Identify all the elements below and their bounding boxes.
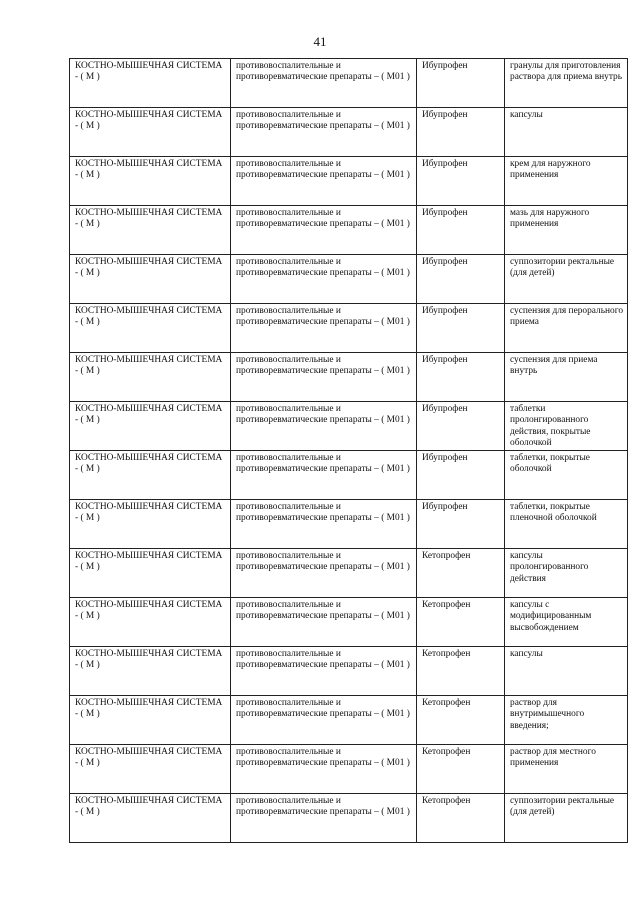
drug-name-cell: Ибупрофен	[417, 59, 505, 108]
dosage-form-cell: таблетки, покрытые оболочкой	[505, 451, 628, 500]
drug-name-cell: Ибупрофен	[417, 353, 505, 402]
pharmacological-group-cell: противовоспалительные и противоревматические препараты – ( М01 )	[231, 402, 417, 451]
drug-name-cell: Кетопрофен	[417, 696, 505, 745]
anatomical-group-cell: КОСТНО-МЫШЕЧНАЯ СИСТЕМА - ( М )	[70, 696, 231, 745]
table-row	[70, 500, 628, 549]
drug-name-cell: Ибупрофен	[417, 500, 505, 549]
table-row	[70, 255, 628, 304]
table-row	[70, 206, 628, 255]
pharmacological-group-cell: противовоспалительные и противоревматические препараты – ( М01 )	[231, 598, 417, 647]
table-row	[70, 108, 628, 157]
table-row	[70, 794, 628, 843]
dosage-form-cell: гранулы для приготовления раствора для приема внутрь	[505, 59, 628, 108]
anatomical-group-cell: КОСТНО-МЫШЕЧНАЯ СИСТЕМА - ( М )	[70, 549, 231, 598]
pharmacological-group-cell: противовоспалительные и противоревматические препараты – ( М01 )	[231, 745, 417, 794]
table-row	[70, 549, 628, 598]
drug-table-body	[70, 59, 628, 843]
page-number: 41	[313, 34, 327, 49]
drug-name-cell: Ибупрофен	[417, 451, 505, 500]
drug-name-cell: Ибупрофен	[417, 206, 505, 255]
anatomical-group-cell: КОСТНО-МЫШЕЧНАЯ СИСТЕМА - ( М )	[70, 206, 231, 255]
drug-name-cell: Ибупрофен	[417, 304, 505, 353]
anatomical-group-cell: КОСТНО-МЫШЕЧНАЯ СИСТЕМА - ( М )	[70, 108, 231, 157]
dosage-form-cell: капсулы пролонгированного действия	[505, 549, 628, 598]
pharmacological-group-cell: противовоспалительные и противоревматические препараты – ( М01 )	[231, 157, 417, 206]
dosage-form-cell: таблетки, покрытые пленочной оболочкой	[505, 500, 628, 549]
anatomical-group-cell: КОСТНО-МЫШЕЧНАЯ СИСТЕМА - ( М )	[70, 59, 231, 108]
anatomical-group-cell: КОСТНО-МЫШЕЧНАЯ СИСТЕМА - ( М )	[70, 598, 231, 647]
pharmacological-group-cell: противовоспалительные и противоревматические препараты – ( М01 )	[231, 206, 417, 255]
anatomical-group-cell: КОСТНО-МЫШЕЧНАЯ СИСТЕМА - ( М )	[70, 647, 231, 696]
drug-table	[69, 58, 628, 843]
anatomical-group-cell: КОСТНО-МЫШЕЧНАЯ СИСТЕМА - ( М )	[70, 794, 231, 843]
anatomical-group-cell: КОСТНО-МЫШЕЧНАЯ СИСТЕМА - ( М )	[70, 304, 231, 353]
dosage-form-cell: мазь для наружного применения	[505, 206, 628, 255]
anatomical-group-cell: КОСТНО-МЫШЕЧНАЯ СИСТЕМА - ( М )	[70, 157, 231, 206]
dosage-form-cell: суспензия для перорального приема	[505, 304, 628, 353]
dosage-form-cell: капсулы с модифицированным высвобождением	[505, 598, 628, 647]
anatomical-group-cell: КОСТНО-МЫШЕЧНАЯ СИСТЕМА - ( М )	[70, 451, 231, 500]
pharmacological-group-cell: противовоспалительные и противоревматические препараты – ( М01 )	[231, 255, 417, 304]
pharmacological-group-cell: противовоспалительные и противоревматические препараты – ( М01 )	[231, 304, 417, 353]
drug-name-cell: Кетопрофен	[417, 549, 505, 598]
drug-name-cell: Кетопрофен	[417, 647, 505, 696]
pharmacological-group-cell: противовоспалительные и противоревматические препараты – ( М01 )	[231, 451, 417, 500]
dosage-form-cell: раствор для внутримышечного введения;	[505, 696, 628, 745]
drug-name-cell: Кетопрофен	[417, 794, 505, 843]
table-row	[70, 647, 628, 696]
table-row	[70, 598, 628, 647]
anatomical-group-cell: КОСТНО-МЫШЕЧНАЯ СИСТЕМА - ( М )	[70, 402, 231, 451]
anatomical-group-cell: КОСТНО-МЫШЕЧНАЯ СИСТЕМА - ( М )	[70, 500, 231, 549]
pharmacological-group-cell: противовоспалительные и противоревматические препараты – ( М01 )	[231, 794, 417, 843]
dosage-form-cell: таблетки пролонгированного действия, покрытые оболочкой	[505, 402, 628, 451]
dosage-form-cell: суспензия для приема внутрь	[505, 353, 628, 402]
pharmacological-group-cell: противовоспалительные и противоревматические препараты – ( М01 )	[231, 59, 417, 108]
table-row	[70, 451, 628, 500]
anatomical-group-cell: КОСТНО-МЫШЕЧНАЯ СИСТЕМА - ( М )	[70, 353, 231, 402]
drug-name-cell: Ибупрофен	[417, 108, 505, 157]
pharmacological-group-cell: противовоспалительные и противоревматические препараты – ( М01 )	[231, 353, 417, 402]
anatomical-group-cell: КОСТНО-МЫШЕЧНАЯ СИСТЕМА - ( М )	[70, 745, 231, 794]
pharmacological-group-cell: противовоспалительные и противоревматические препараты – ( М01 )	[231, 549, 417, 598]
table-row	[70, 696, 628, 745]
table-row	[70, 304, 628, 353]
table-row	[70, 157, 628, 206]
dosage-form-cell: раствор для местного применения	[505, 745, 628, 794]
anatomical-group-cell: КОСТНО-МЫШЕЧНАЯ СИСТЕМА - ( М )	[70, 255, 231, 304]
table-row	[70, 745, 628, 794]
table-row	[70, 59, 628, 108]
drug-name-cell: Ибупрофен	[417, 255, 505, 304]
pharmacological-group-cell: противовоспалительные и противоревматические препараты – ( М01 )	[231, 108, 417, 157]
drug-name-cell: Кетопрофен	[417, 745, 505, 794]
table-row	[70, 402, 628, 451]
drug-name-cell: Ибупрофен	[417, 157, 505, 206]
pharmacological-group-cell: противовоспалительные и противоревматические препараты – ( М01 )	[231, 696, 417, 745]
pharmacological-group-cell: противовоспалительные и противоревматические препараты – ( М01 )	[231, 500, 417, 549]
drug-name-cell: Ибупрофен	[417, 402, 505, 451]
dosage-form-cell: крем для наружного применения	[505, 157, 628, 206]
dosage-form-cell: капсулы	[505, 647, 628, 696]
table-row	[70, 353, 628, 402]
dosage-form-cell: суппозитории ректальные (для детей)	[505, 794, 628, 843]
dosage-form-cell: суппозитории ректальные (для детей)	[505, 255, 628, 304]
pharmacological-group-cell: противовоспалительные и противоревматические препараты – ( М01 )	[231, 647, 417, 696]
drug-name-cell: Кетопрофен	[417, 598, 505, 647]
dosage-form-cell: капсулы	[505, 108, 628, 157]
